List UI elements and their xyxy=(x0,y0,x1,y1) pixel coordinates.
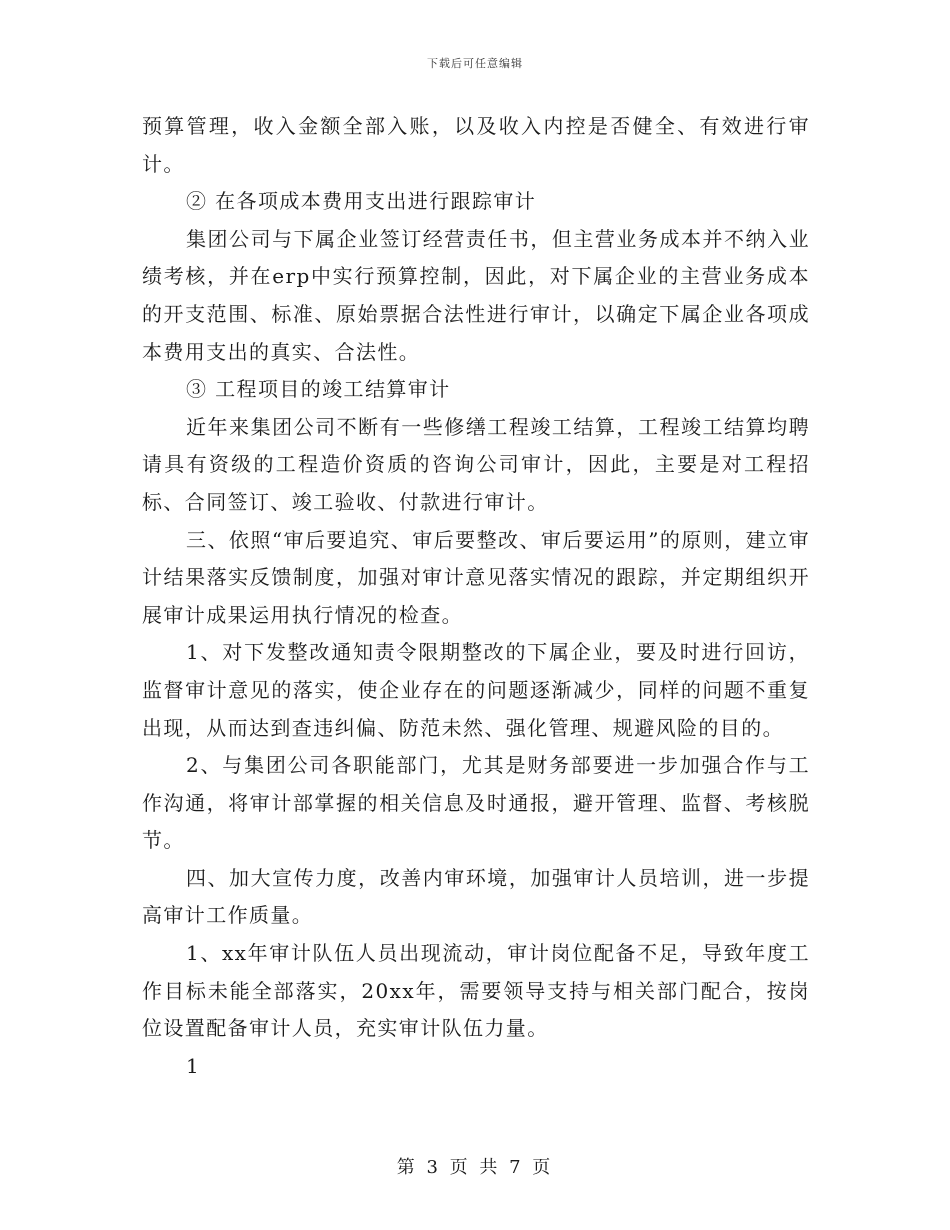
paragraph-item-1-rectification: 1、对下发整改通知责令限期整改的下属企业，要及时进行回访，监督审计意见的落实，使企业存在的问题逐渐减少，同样的问题不重复出现，从而达到查违纠偏、防范未然、强化管理、规避风险的目的。 xyxy=(142,640,810,740)
paragraph-income-audit: 预算管理，收入金额全部入账，以及收入内控是否健全、有效进行审计。 xyxy=(142,114,810,176)
paragraph-section-three: 三、依照“审后要追究、审后要整改、审后要运用”的原则，建立审计结果落实反馈制度，加强对审计意见落实情况的跟踪，并定期组织开展审计成果运用执行情况的检查。 xyxy=(142,527,810,627)
paragraph-item-number: 1 xyxy=(186,1053,201,1078)
document-body xyxy=(142,108,810,1085)
paragraph-item-1-staffing: 1、xx年审计队伍人员出现流动，审计岗位配备不足，导致年度工作目标未能全部落实，20xx年，需要领导支持与相关部门配合，按岗位设置配备审计人员，充实审计队伍力量。 xyxy=(142,941,810,1041)
page-number: 第 3 页 共 7 页 xyxy=(396,1157,554,1178)
subheading-project-settlement-audit: ③ 工程项目的竣工结算审计 xyxy=(186,377,451,402)
paragraph-cost-audit: 集团公司与下属企业签订经营责任书，但主营业务成本并不纳入业绩考核，并在erp中实行预算控制，因此，对下属企业的主营业务成本的开支范围、标准、原始票据合法性进行审计，以确定下属企业各项成本费用支出的真实、合法性。 xyxy=(142,226,810,364)
paragraph-project-settlement: 近年来集团公司不断有一些修缮工程竣工结算，工程竣工结算均聘请具有资级的工程造价资质的咨询公司审计，因此，主要是对工程招标、合同签订、竣工验收、付款进行审计。 xyxy=(142,414,810,514)
paragraph-section-four: 四、加大宣传力度，改善内审环境，加强审计人员培训，进一步提高审计工作质量。 xyxy=(142,865,810,928)
download-editable-note: 下载后可任意编辑 xyxy=(427,57,523,70)
paragraph-item-2-cooperation: 2、与集团公司各职能部门，尤其是财务部要进一步加强合作与工作沟通，将审计部掌握的相关信息及时通报，避开管理、监督、考核脱节。 xyxy=(142,753,810,853)
subheading-cost-tracking-audit: ② 在各项成本费用支出进行跟踪审计 xyxy=(186,189,537,214)
